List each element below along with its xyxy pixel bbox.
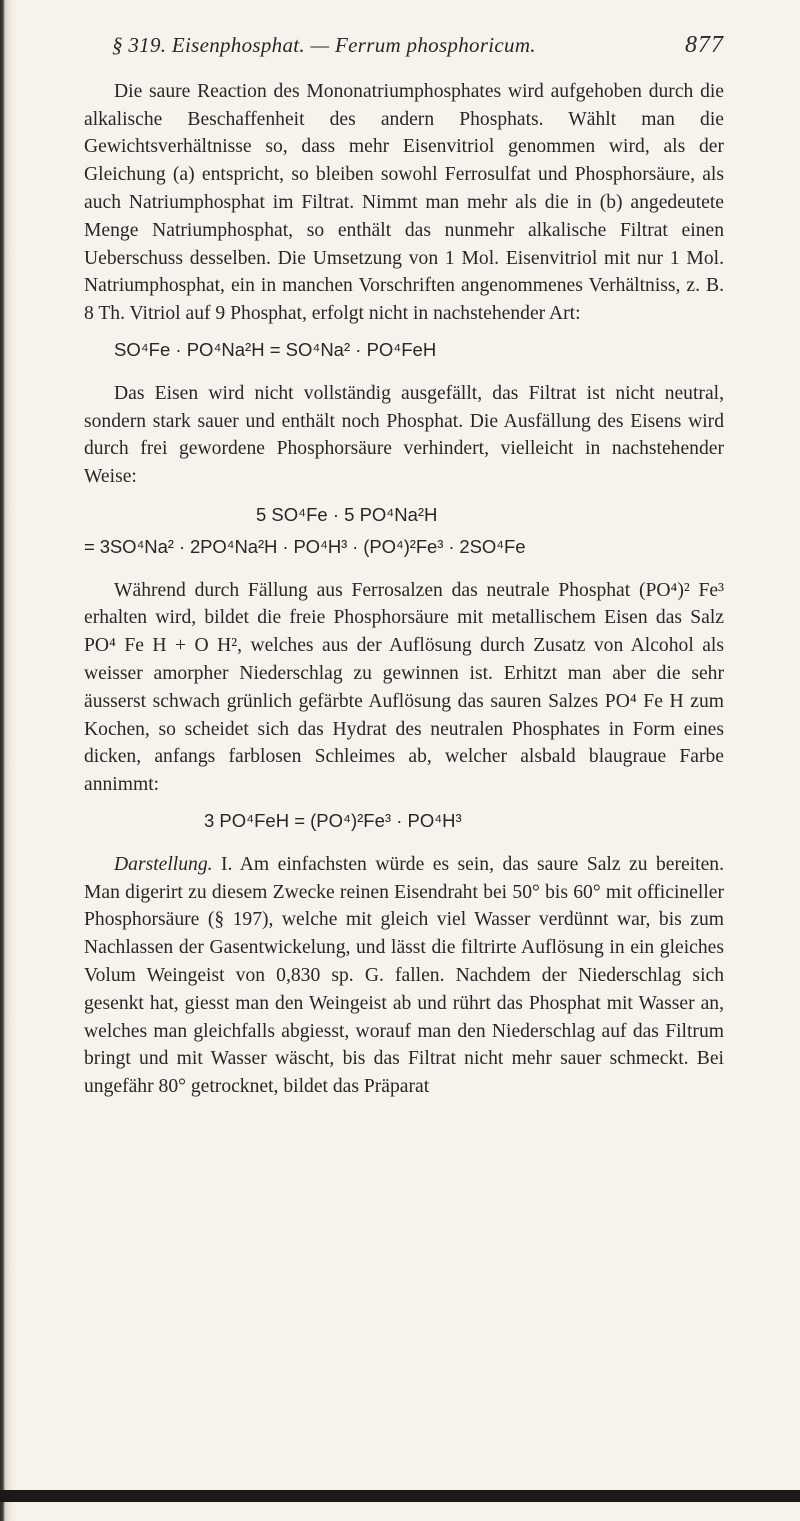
paragraph-4-text: I. Am einfachsten würde es sein, das saure Salz zu bereiten. Man digerirt zu diesem Zwecke reinen Eisendraht bei 50° bis 60° mit officineller Phosphorsäure (§ 197), welche mit gleich viel Wasser verdünnt war, bis zum Nachlassen der Gasentwickelung, und lässt die filtrirte Auflösung in ein gleiches Volum Weingeist von 0,830 sp. G. fallen. Nachdem der Niederschlag sich gesenkt hat, giesst man den Weingeist ab und rührt das Phosphat mit Wasser an, welches man gleichfalls abgiesst, worauf man den Niederschlag auf das Filtrum bringt und mit Wasser wäscht, bis das Filtrat nicht mehr sauer schmeckt. Bei ungefähr 80° getrocknet, bildet das Präparat	[84, 853, 724, 1098]
equation-1: SO⁴Fe · PO⁴Na²H = SO⁴Na² · PO⁴FeH	[114, 338, 437, 360]
book-page	[84, 32, 724, 1101]
section-lead-darstellung: Darstellung.	[114, 853, 213, 875]
paragraph-1: Die saure Reaction des Mononatriumphosphates wird aufgehoben durch die alkalische Beschaffenheit des andern Phosphats. Wählt man die Gewichtsverhältnisse so, dass mehr Eisenvitriol genommen wird, als der Gleichung (a) entspricht, so bleiben sowohl Ferrosulfat und Phosphorsäure, als auch Natriumphosphat im Filtrat. Nimmt man mehr als die in (b) angedeutete Menge Natriumphosphat, so enthält das nunmehr alkalische Filtrat einen Ueberschuss desselben. Die Umsetzung von 1 Mol. Eisenvitriol mit nur 1 Mol. Natriumphosphat, ein in manchen Vorschriften angenommenes Verhältniss, z. B. 8 Th. Vitriol auf 9 Phosphat, erfolgt nicht in nachstehender Art:	[84, 80, 724, 325]
page-number: 877	[685, 32, 724, 58]
running-title: § 319. Eisenphosphat. — Ferrum phosphoricum.	[112, 33, 536, 57]
equation-2-products: = 3SO⁴Na² · 2PO⁴Na²H · PO⁴H³ · (PO⁴)²Fe³ · 2SO⁴Fe	[84, 535, 526, 557]
paragraph-2: Das Eisen wird nicht vollständig ausgefällt, das Filtrat ist nicht neutral, sondern stark sauer und enthält noch Phosphat. Die Ausfällung des Eisens wird durch frei gewordene Phosphorsäure verhindert, vielleicht in nachstehender Weise:	[84, 382, 724, 488]
page-header	[84, 32, 724, 60]
equation-3: 3 PO⁴FeH = (PO⁴)²Fe³ · PO⁴H³	[204, 809, 462, 831]
paragraph-3: Während durch Fällung aus Ferrosalzen das neutrale Phosphat (PO⁴)² Fe³ erhalten wird, bildet die freie Phosphorsäure mit metallischem Eisen das Salz PO⁴ Fe H + O H², welches aus der Auflösung durch Zusatz von Alcohol als weisser amorpher Niederschlag zu gewinnen ist. Erhitzt man aber die sehr äusserst schwach grünlich gefärbte Auflösung das sauren Salzes PO⁴ Fe H zum Kochen, so scheidet sich das Hydrat des neutralen Phosphates in Form eines dicken, anfangs farblosen Schleimes ab, welcher alsbald blaugraue Farbe annimmt:	[84, 579, 724, 796]
equation-2-reactants: 5 SO⁴Fe · 5 PO⁴Na²H	[256, 503, 438, 525]
book-spine-shadow	[0, 0, 16, 1521]
paragraph-4	[84, 851, 724, 1101]
page-bottom-edge	[0, 1490, 800, 1502]
